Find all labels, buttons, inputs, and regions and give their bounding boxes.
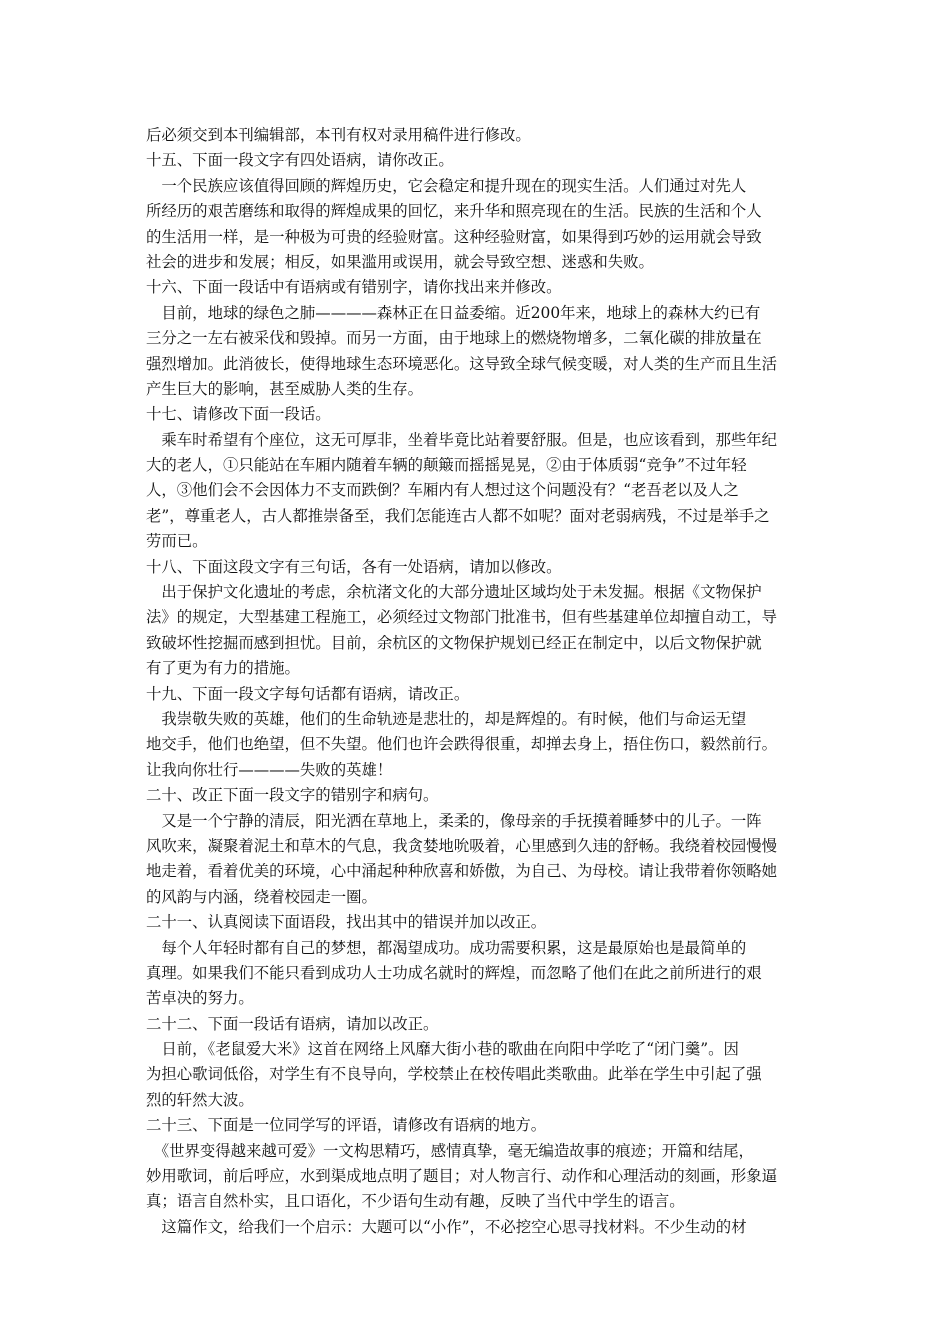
text-line: 妙用歌词，前后呼应，水到渠成地点明了题目；对人物言行、动作和心理活动的刻画，形象逼: [146, 1167, 778, 1186]
text-line: 法》的规定，大型基建工程施工，必须经过文物部门批准书，但有些基建单位却擅自动工，导: [146, 608, 778, 627]
text-line: 十五、下面一段文字有四处语病，请你改正。: [146, 151, 454, 170]
text-line: 劳而已。: [146, 532, 208, 551]
text-line: 每个人年轻时都有自己的梦想，都渴望成功。成功需要积累，这是最原始也是最简单的: [146, 938, 747, 957]
text-line: 苦卓决的努力。: [146, 989, 254, 1008]
text-line: 人，③他们会不会因体力不支而跌倒？车厢内有人想过这个问题没有？“老吾老以及人之: [146, 481, 739, 500]
text-line: 真理。如果我们不能只看到成功人士功成名就时的辉煌，而忽略了他们在此之前所进行的艰: [146, 963, 762, 982]
text-line: 社会的进步和发展；相反，如果滥用或误用，就会导致空想、迷惑和失败。: [146, 252, 654, 271]
text-line: 风吹来，凝聚着泥土和草木的气息，我贪婪地吮吸着，心里感到久违的舒畅。我绕着校园慢慢: [146, 836, 778, 855]
text-line: 地交手，他们也绝望，但不失望。他们也许会跌得很重，却掸去身上，捂住伤口，毅然前行。: [146, 735, 778, 754]
text-line: 十七、请修改下面一段话。: [146, 405, 331, 424]
text-line: 地走着，看着优美的环境，心中涌起种种欣喜和娇傲，为自己、为母校。请让我带着你领略她: [146, 862, 778, 881]
text-line: 的生活用一样，是一种极为可贵的经验财富。这种经验财富，如果得到巧妙的运用就会导致: [146, 227, 762, 246]
text-line: 二十二、下面一段话有语病，请加以改正。: [146, 1014, 439, 1033]
text-line: 烈的轩然大波。: [146, 1090, 254, 1109]
text-line: 大的老人，①只能站在车厢内随着车辆的颠簸而摇摇晃晃，②由于体质弱“竞争”不过年轻: [146, 456, 747, 475]
document-page: [146, 123, 808, 1240]
text-line: 又是一个宁静的清辰，阳光洒在草地上，柔柔的，像母亲的手抚摸着睡梦中的儿子。一阵: [146, 811, 762, 830]
text-line: 十六、下面一段话中有语病或有错别字，请你找出来并修改。: [146, 278, 562, 297]
text-line: 三分之一左右被采伐和毁掉。而另一方面，由于地球上的燃烧物增多，二氧化碳的排放量在: [146, 329, 762, 348]
text-line: 所经历的艰苦磨练和取得的辉煌成果的回忆，来升华和照亮现在的生活。民族的生活和个人: [146, 202, 762, 221]
text-line: 二十三、下面是一位同学写的评语，请修改有语病的地方。: [146, 1116, 547, 1135]
text-line: 这篇作文，给我们一个启示：大题可以“小作”，不必挖空心思寻找材料。不少生动的材: [146, 1217, 747, 1236]
text-line: 有了更为有力的措施。: [146, 659, 300, 678]
text-line: 十八、下面这段文字有三句话，各有一处语病，请加以修改。: [146, 557, 562, 576]
text-line: 乘车时希望有个座位，这无可厚非，坐着毕竟比站着要舒服。但是，也应该看到，那些年纪: [146, 430, 778, 449]
text-line: 我崇敬失败的英雄，他们的生命轨迹是悲壮的，却是辉煌的。有时候，他们与命运无望: [146, 709, 747, 728]
text-line: 产生巨大的影响，甚至威胁人类的生存。: [146, 379, 424, 398]
text-line: 后必须交到本刊编辑部，本刊有权对录用稿件进行修改。: [146, 126, 531, 144]
text-line: 为担心歌词低俗，对学生有不良导向，学校禁止在校传唱此类歌曲。此举在学生中引起了强: [146, 1065, 762, 1084]
text-line: 二十一、认真阅读下面语段，找出其中的错误并加以改正。: [146, 913, 547, 932]
text-line: 一个民族应该值得回顾的辉煌历史，它会稳定和提升现在的现实生活。人们通过对先人: [146, 176, 747, 195]
text-line: 目前，地球的绿色之肺————森林正在日益委缩。近200年来，地球上的森林大约已有: [146, 303, 761, 322]
text-line: 老”，尊重老人，古人都推崇备至，我们怎能连古人都不如呢？面对老弱病残，不过是举手之: [146, 506, 770, 525]
text-line: 的风韵与内涵，绕着校园走一圈。: [146, 887, 377, 906]
text-line: 致破坏性挖掘而感到担忧。目前，余杭区的文物保护规划已经正在制定中，以后文物保护就: [146, 633, 762, 652]
text-line: 《世界变得越来越可爱》一文构思精巧，感情真挚，毫无编造故事的痕迹；开篇和结尾，: [146, 1141, 754, 1160]
text-line: 出于保护文化遗址的考虑，余杭渚文化的大部分遗址区域均处于未发掘。根据《文物保护: [146, 583, 762, 602]
text-line: 二十、改正下面一段文字的错别字和病句。: [146, 786, 439, 805]
text-line: 真；语言自然朴实，且口语化，不少语句生动有趣，反映了当代中学生的语言。: [146, 1192, 685, 1211]
text-line: 让我向你壮行————失败的英雄！: [146, 760, 393, 779]
text-line: 十九、下面一段文字每句话都有语病，请改正。: [146, 684, 470, 703]
text-line: 强烈增加。此消彼长，使得地球生态环境恶化。这导致全球气候变暖，对人类的生产而且生活: [146, 354, 778, 373]
text-line: 日前，《老鼠爱大米》这首在网络上风靡大街小巷的歌曲在向阳中学吃了“闭门羹”。因: [146, 1040, 739, 1059]
